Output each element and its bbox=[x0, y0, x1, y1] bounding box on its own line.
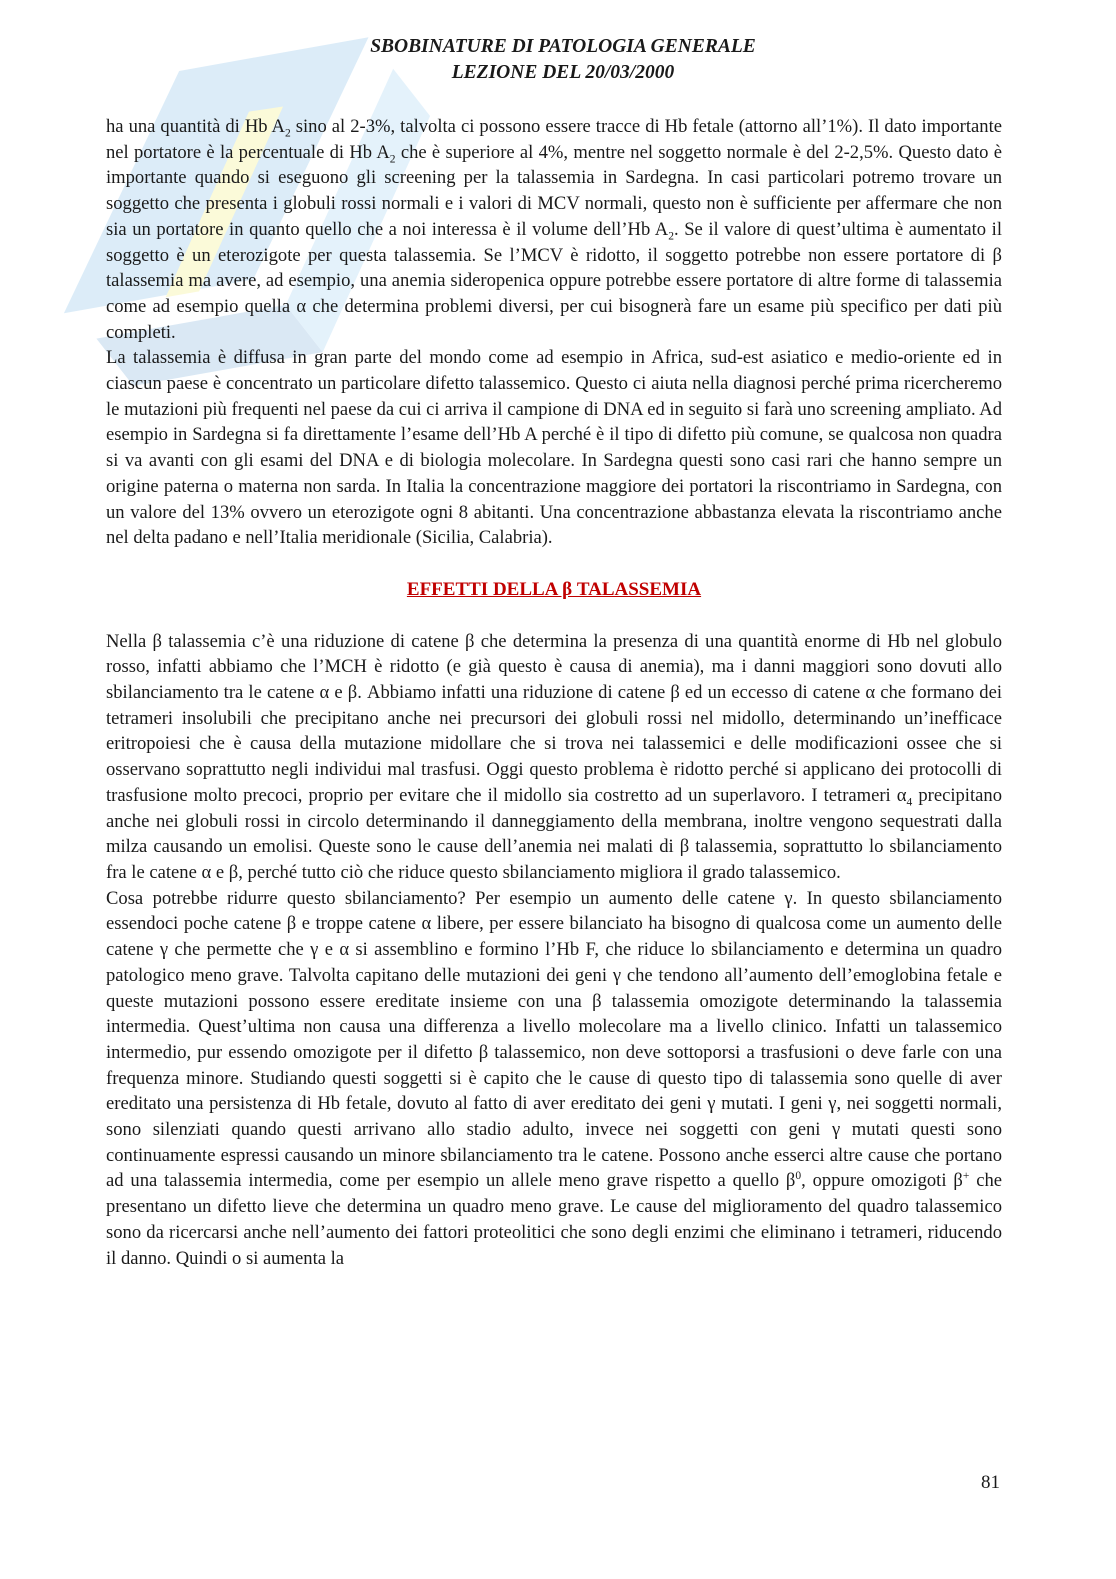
text-run: sino al 2-3%, talvolta ci possono essere tracce di Hb fetale (attorno all’1%). Il dato importante nel portatore è la percentuale di Hb A bbox=[106, 116, 1002, 163]
paragraph bbox=[106, 629, 1002, 886]
subscript: 2 bbox=[389, 153, 396, 166]
section-heading: EFFETTI DELLA β TALASSEMIA bbox=[406, 578, 702, 600]
superscript: + bbox=[962, 1170, 970, 1183]
text-run: che presentano un difetto lieve che determina un quadro meno grave. Le cause del miglioramento del quadro talassemico sono da ricercarsi anche nell’aumento dei fattori proteolitici che sono degli enzimi che eliminano i tetrameri, riducendo il danno. Quindi o si aumenta la bbox=[106, 1170, 1003, 1269]
superscript: 0 bbox=[795, 1170, 802, 1183]
paragraph: La talassemia è diffusa in gran parte del mondo come ad esempio in Africa, sud-est asiatico e medio-oriente ed in ciascun paese è concentrato un particolare difetto talassemico. Questo ci aiuta nella diagnosi perché prima ricercheremo le mutazioni più frequenti nel paese da cui ci arriva il campione di DNA ed in seguito si farà uno screening ampliato. Ad esempio in Sardegna si fa direttamente l’esame dell’Hb A perché è il tipo di difetto più comune, se qualcosa non quadra si va avanti con gli esami del DNA e di biologia molecolare. In Sardegna questi sono casi rari che hanno sempre un origine paterna o materna non sarda. In Italia la concentrazione maggiore dei portatori la riscontriamo in Sardegna, con un valore del 13% ovvero un eterozigote ogni 8 abitanti. Una concentrazione abbastanza elevata la riscontriamo anche nel delta padano e nell’Italia meridionale (Sicilia, Calabria). bbox=[106, 347, 1002, 549]
header-course-title: SBOBINATURE DI PATOLOGIA GENERALE bbox=[370, 36, 756, 57]
text-run: che è superiore al 4%, mentre nel soggetto normale è del 2-2,5%. Questo dato è importante quando si eseguono gli screening per la talassemia in Sardegna. In casi particolari potremo trovare un soggetto che presenta i globuli rossi normali e i valori di MCV normali, questo non è sufficiente per affermare che non sia un portatore in quanto quello che a noi interessa è il volume dell’Hb A bbox=[106, 141, 1002, 240]
subscript: 4 bbox=[906, 796, 913, 809]
paragraph bbox=[106, 886, 1002, 1272]
subscript: 2 bbox=[284, 127, 291, 140]
document-body bbox=[106, 114, 1002, 1271]
text-run: , oppure omozigoti β bbox=[801, 1170, 963, 1192]
paragraph bbox=[106, 114, 1002, 345]
header-lesson-date: LEZIONE DEL 20/03/2000 bbox=[451, 62, 675, 83]
subscript: 2 bbox=[668, 230, 674, 243]
text-run: Nella β talassemia c’è una riduzione di catene β che determina la presenza di una quantità enorme di Hb nel globulo rosso, infatti abbiamo che l’MCH è ridotto (e già questo è causa di anemia), ma i danni maggiori sono dovuti allo sbilanciamento tra le catene α e β. Abbiamo infatti una riduzione di catene β ed un eccesso di catene α che formano dei tetrameri insolubili che precipitano anche nei precursori dei globuli rossi nel midollo, determinando un’inefficace eritropoiesi che è causa della mutazione midollare che si trova nei talassemici e delle modificazioni ossee che si osservano soprattutto negli individui mal trasfusi. Oggi questo problema è ridotto perché si applicano dei protocolli di trasfusione molto precoci, proprio per evitare che il midollo sia costretto ad un superlavoro. I tetrameri α bbox=[106, 630, 1002, 806]
page-number: 81 bbox=[981, 1472, 1000, 1493]
text-run: ha una quantità di Hb A bbox=[106, 116, 285, 137]
text-run: precipitano anche nei globuli rossi in circolo determinando il danneggiamento della membrana, inoltre vengono sequestrati dalla milza causando un emolisi. Queste sono le cause dell’anemia nei malati di β talassemia, soprattutto lo sbilanciamento fra le catene α e β, perché tutto ciò che riduce questo sbilanciamento migliora il grado talassemico. bbox=[106, 784, 1002, 883]
text-run: Cosa potrebbe ridurre questo sbilanciamento? Per esempio un aumento delle catene γ. In questo sbilanciamento essendoci poche catene β e troppe catene α libere, per essere bilanciato ha bisogno di qualcosa come un aumento delle catene γ che permette che γ e α si assemblino e formino l’Hb F, che riduce lo sbilanciamento e determina un quadro patologico meno grave. Talvolta capitano delle mutazioni dei geni γ che tendono all’aumento dell’emoglobina fetale e queste mutazioni possono essere ereditate insieme con una β talassemia omozigote determinando la talassemia intermedia. Quest’ultima non causa una differenza a livello molecolare ma a livello clinico. Infatti un talassemico intermedio, pur essendo omozigote per il difetto β talassemico, non deve sottoporsi a trasfusioni o deve farle con una frequenza minore. Studiando questi soggetti si è capito che le cause di questo tipo di talassemia sono quelle di aver ereditato una persistenza di Hb fetale, dovuto al fatto di aver ereditato dei geni γ mutati. I geni γ, nei soggetti normali, sono silenziati quando questi arrivano allo stadio adulto, invece nei soggetti con geni γ mutati questi sono continuamente espressi causando un minore sbilanciamento tra le catene. Possono anche esserci altre cause che portano ad una talassemia intermedia, come per esempio un allele meno grave rispetto a quello β bbox=[106, 887, 1002, 1192]
document-header bbox=[0, 34, 1116, 86]
text-run: . Se il valore di quest’ultima è aumentato il soggetto è un eterozigote per questa talassemia. Se l’MCV è ridotto, il soggetto potrebbe non essere portatore di β talassemia ma avere, ad esempio, una anemia sideropenica oppure potrebbe essere portatore di altre forme di talassemia come ad esempio quella α che determina problemi diversi, per cui bisognerà fare un esame più specifico per dati più completi. bbox=[106, 218, 1002, 343]
